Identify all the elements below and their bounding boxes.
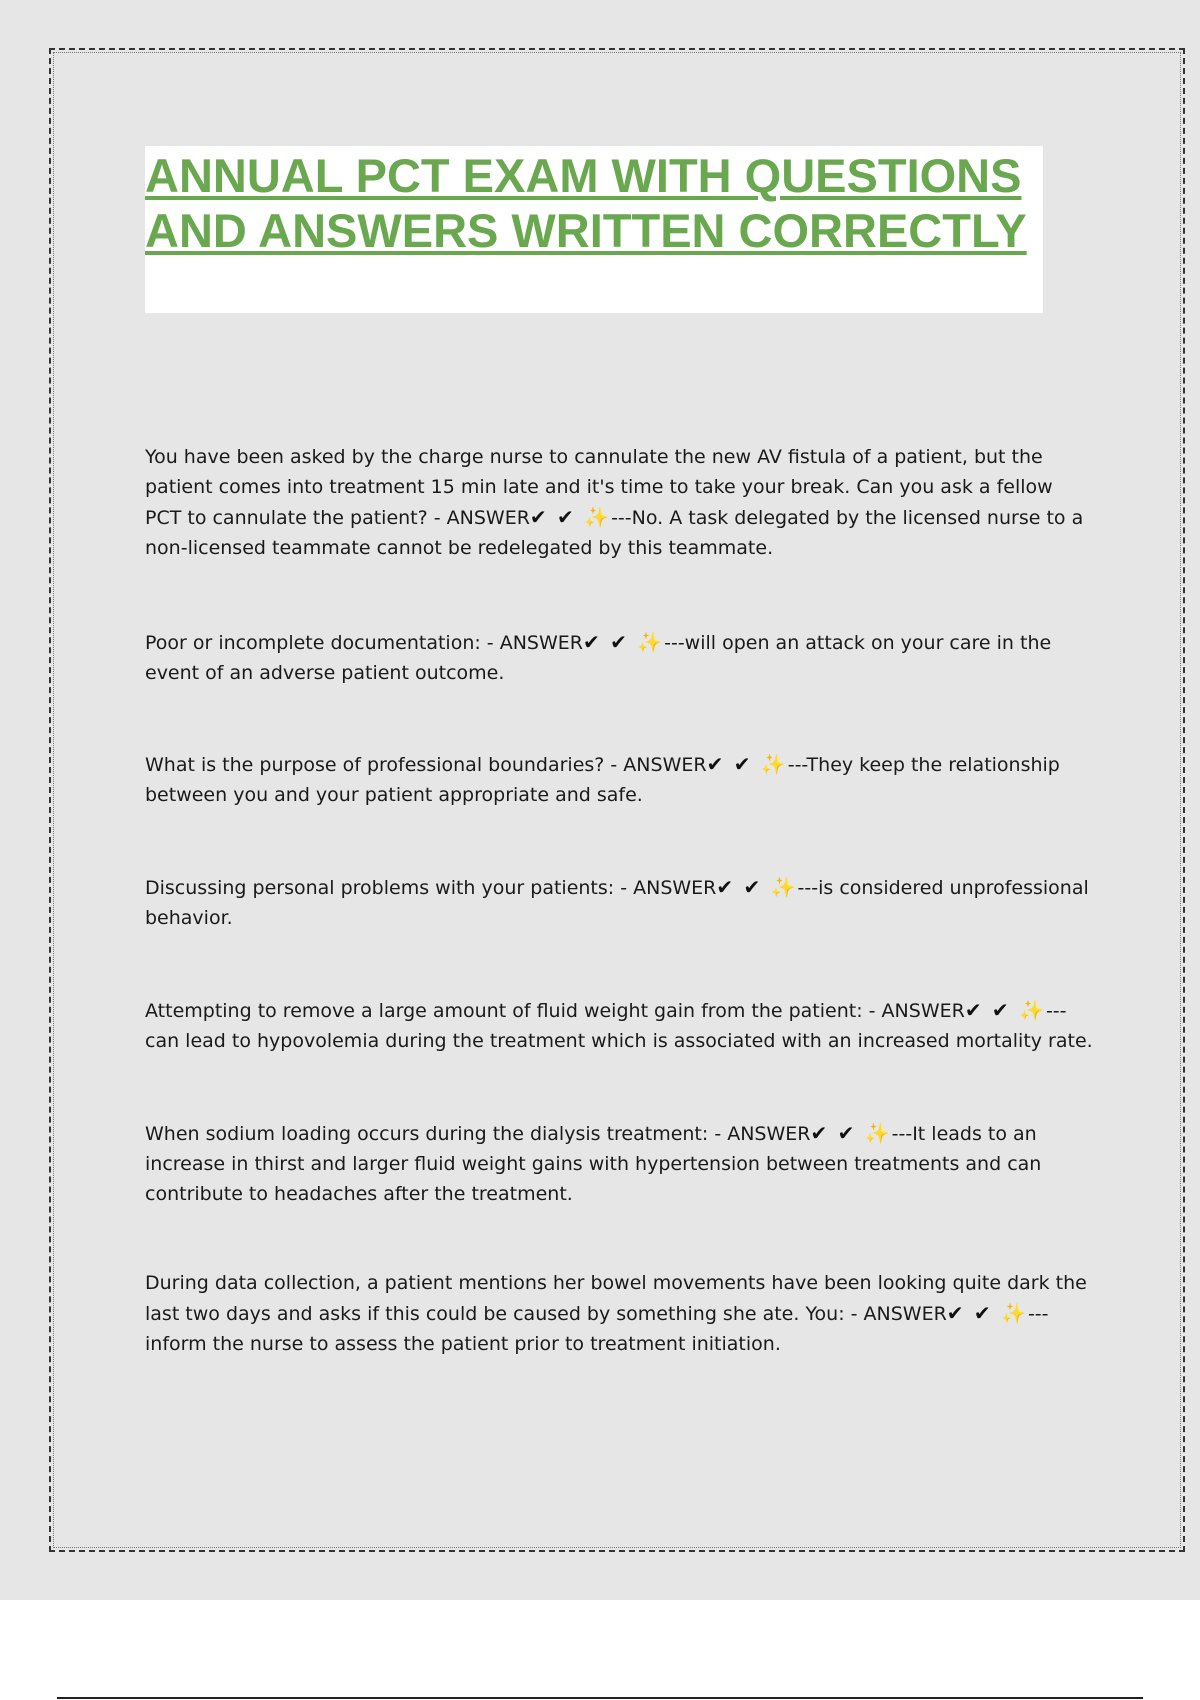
checkmark-sparkle-icon: ✔ ✔ ✨: [529, 505, 612, 529]
answer-text: ---inform the nurse to assess the patient prior to treatment initiation.: [145, 1303, 1049, 1355]
answer-text: ---will open an attack on your care in the event of an adverse patient outcome.: [145, 632, 1052, 684]
question-text: When sodium loading occurs during the dialysis treatment: - ANSWER: [145, 1123, 811, 1145]
qa-item: [145, 442, 1095, 563]
checkmark-sparkle-icon: ✔ ✔ ✨: [706, 752, 788, 776]
document-title: ANNUAL PCT EXAM WITH QUESTIONS AND ANSWERS WRITTEN CORRECTLY: [145, 149, 1027, 257]
qa-item: [145, 1118, 1095, 1209]
qa-item: [145, 627, 1095, 688]
question-text: What is the purpose of professional boundaries? - ANSWER: [145, 754, 707, 776]
qa-item: [145, 995, 1095, 1056]
qa-item: [145, 749, 1095, 810]
checkmark-sparkle-icon: ✔ ✔ ✨: [716, 875, 798, 899]
answer-text: ---It leads to an increase in thirst and larger fluid weight gains with hypertension between treatments and can contribute to headaches after the treatment.: [145, 1123, 1042, 1205]
footer-rule: [57, 1697, 1143, 1699]
question-text: Discussing personal problems with your patients: - ANSWER: [145, 877, 717, 899]
qa-item: [145, 872, 1095, 933]
answer-text: ---They keep the relationship between you and your patient appropriate and safe.: [145, 754, 1060, 806]
qa-item: [145, 1268, 1095, 1359]
answer-text: ---can lead to hypovolemia during the treatment which is associated with an increased mortality rate.: [145, 1000, 1093, 1052]
question-text: During data collection, a patient mentions her bowel movements have been looking quite dark the last two days and asks if this could be caused by something she ate. You: - ANSWER: [145, 1272, 1087, 1325]
checkmark-sparkle-icon: ✔ ✔ ✨: [946, 1301, 1028, 1325]
checkmark-sparkle-icon: ✔ ✔ ✨: [582, 630, 665, 654]
answer-text: ---is considered unprofessional behavior.: [145, 877, 1089, 929]
question-text: Poor or incomplete documentation: - ANSWER: [145, 632, 583, 654]
question-text: Attempting to remove a large amount of fluid weight gain from the patient: - ANSWER: [145, 1000, 965, 1022]
question-text: You have been asked by the charge nurse to cannulate the new AV fistula of a patient, but the patient comes into treatment 15 min late and it's time to take your break. Can you ask a fellow PCT to cannulate the patient? - ANSWER: [145, 446, 1053, 529]
checkmark-sparkle-icon: ✔ ✔ ✨: [964, 998, 1046, 1022]
answer-text: ---No. A task delegated by the licensed nurse to a non-licensed teammate cannot be redelegated by this teammate.: [145, 507, 1084, 559]
checkmark-sparkle-icon: ✔ ✔ ✨: [810, 1121, 892, 1145]
